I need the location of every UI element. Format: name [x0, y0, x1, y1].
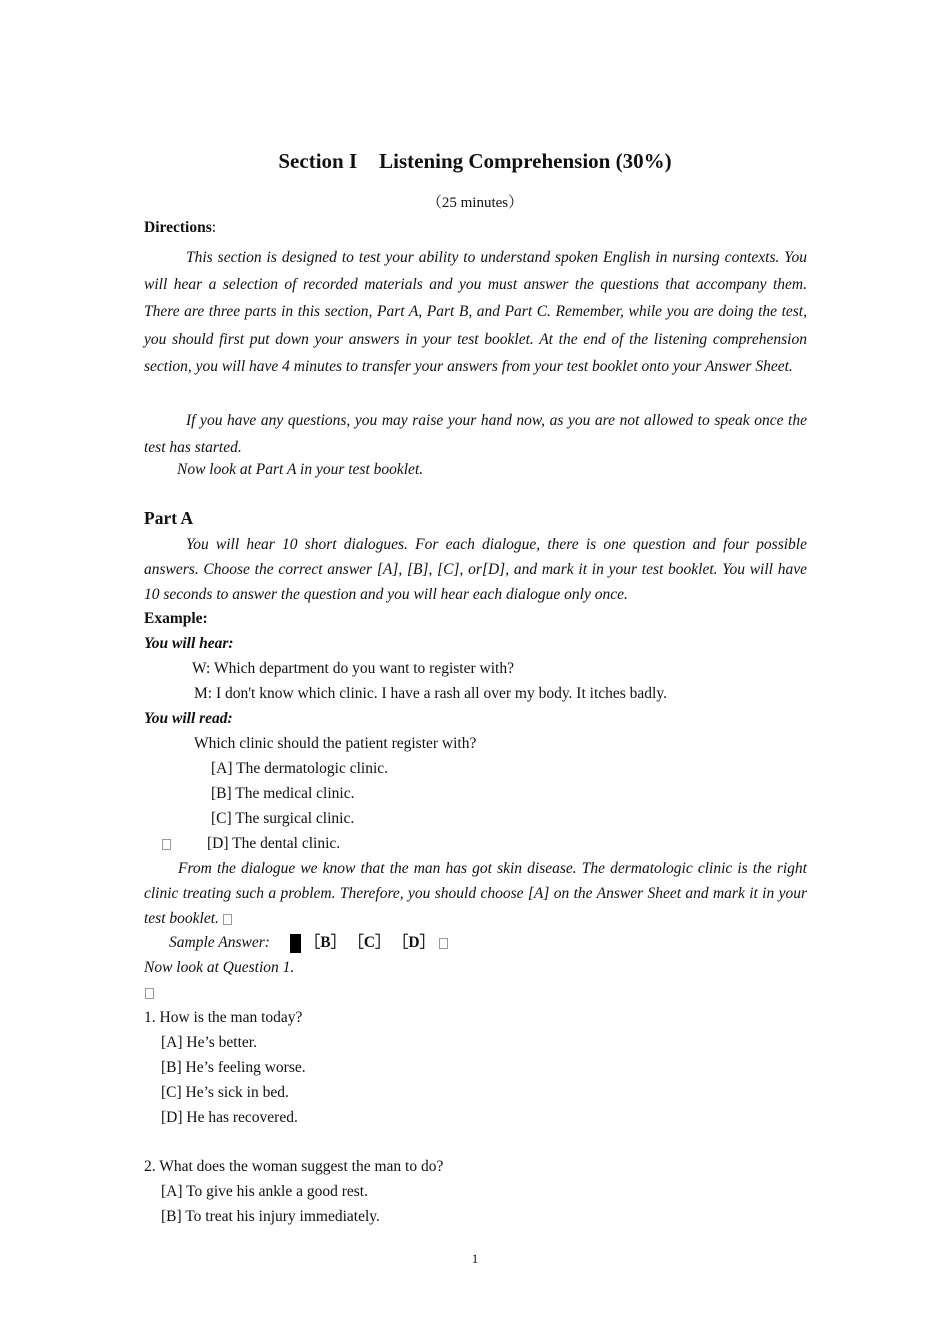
question-2-stem: 2. What does the woman suggest the man to do?	[144, 1158, 444, 1175]
sample-answer-row	[169, 932, 448, 954]
section-title-name: Listening Comprehension (30%)	[379, 149, 672, 173]
blank-line	[145, 982, 154, 1004]
filled-answer-mark-icon	[290, 934, 301, 953]
you-will-hear-label: You will hear:	[144, 635, 234, 652]
dialogue-man: M: I don't know which clinic. I have a rash all over my body. It itches badly.	[194, 685, 667, 702]
missing-glyph-icon	[223, 914, 232, 925]
question-1-option-b: [B] He’s feeling worse.	[161, 1059, 306, 1076]
you-will-read-label: You will read:	[144, 710, 233, 727]
section-title	[0, 146, 950, 176]
example-explanation	[144, 857, 807, 931]
section-title-number: Section I	[278, 149, 358, 173]
question-2-option-b: [B] To treat his injury immediately.	[161, 1208, 380, 1225]
question-1-option-d: [D] He has recovered.	[161, 1109, 298, 1126]
now-look-question-1: Now look at Question 1.	[144, 959, 295, 976]
answer-box-c: ［C］	[356, 934, 391, 951]
example-option-d: [D] The dental clinic.	[207, 835, 341, 852]
question-1-stem: 1. How is the man today?	[144, 1009, 303, 1026]
example-option-b: [B] The medical clinic.	[211, 785, 355, 802]
missing-glyph-icon	[145, 988, 154, 999]
directions-label: Directions	[144, 219, 212, 236]
answer-box-d: ［D］	[400, 934, 436, 951]
section-duration: （25 minutes）	[426, 195, 524, 211]
part-a-heading: Part A	[144, 508, 194, 528]
example-option-a: [A] The dermatologic clinic.	[211, 760, 389, 777]
example-question: Which clinic should the patient register with?	[194, 735, 477, 752]
directions-now-look: Now look at Part A in your test booklet.	[177, 461, 424, 478]
answer-box-b: ［B］	[304, 934, 347, 951]
example-explanation-text: From the dialogue we know that the man has got skin disease. The dermatologic clinic is the right clinic treating such a problem. Therefore, you should choose [A] on the Answer Sheet and mark it in your test booklet.	[144, 860, 807, 927]
missing-glyph-icon	[162, 839, 171, 850]
sample-answer-label: Sample Answer:	[169, 934, 270, 951]
dialogue-woman: W: Which department do you want to register with?	[192, 660, 514, 677]
question-1-option-a: [A] He’s better.	[161, 1034, 257, 1051]
missing-glyph-icon	[439, 938, 448, 949]
part-a-instructions: You will hear 10 short dialogues. For each dialogue, there is one question and four possible answers. Choose the correct answer [A], [B], [C], or[D], and mark it in your test booklet. You will have 10 seconds to answer the question and you will hear each dialogue only once.	[144, 536, 807, 603]
question-2-option-a: [A] To give his ankle a good rest.	[161, 1183, 368, 1200]
question-1-option-c: [C] He’s sick in bed.	[161, 1084, 289, 1101]
example-option-c: [C] The surgical clinic.	[211, 810, 355, 827]
page-number: 1	[471, 1251, 479, 1266]
directions-paragraph-2: If you have any questions, you may raise your hand now, as you are not allowed to speak once the test has started.	[144, 412, 807, 457]
directions-paragraph-1: This section is designed to test your ability to understand spoken English in nursing contexts. You will hear a selection of recorded materials and you must answer the questions that accompany them. There are three parts in this section, Part A, Part B, and Part C. Remember, while you are doing the test, you should first put down your answers in your test booklet. At the end of the listening comprehension section, you will have 4 minutes to transfer your answers from your test booklet onto your Answer Sheet.	[144, 249, 807, 375]
directions-colon: :	[211, 219, 217, 236]
directions-heading	[144, 217, 216, 239]
example-option-d-row	[162, 833, 340, 855]
example-label: Example:	[144, 610, 208, 627]
